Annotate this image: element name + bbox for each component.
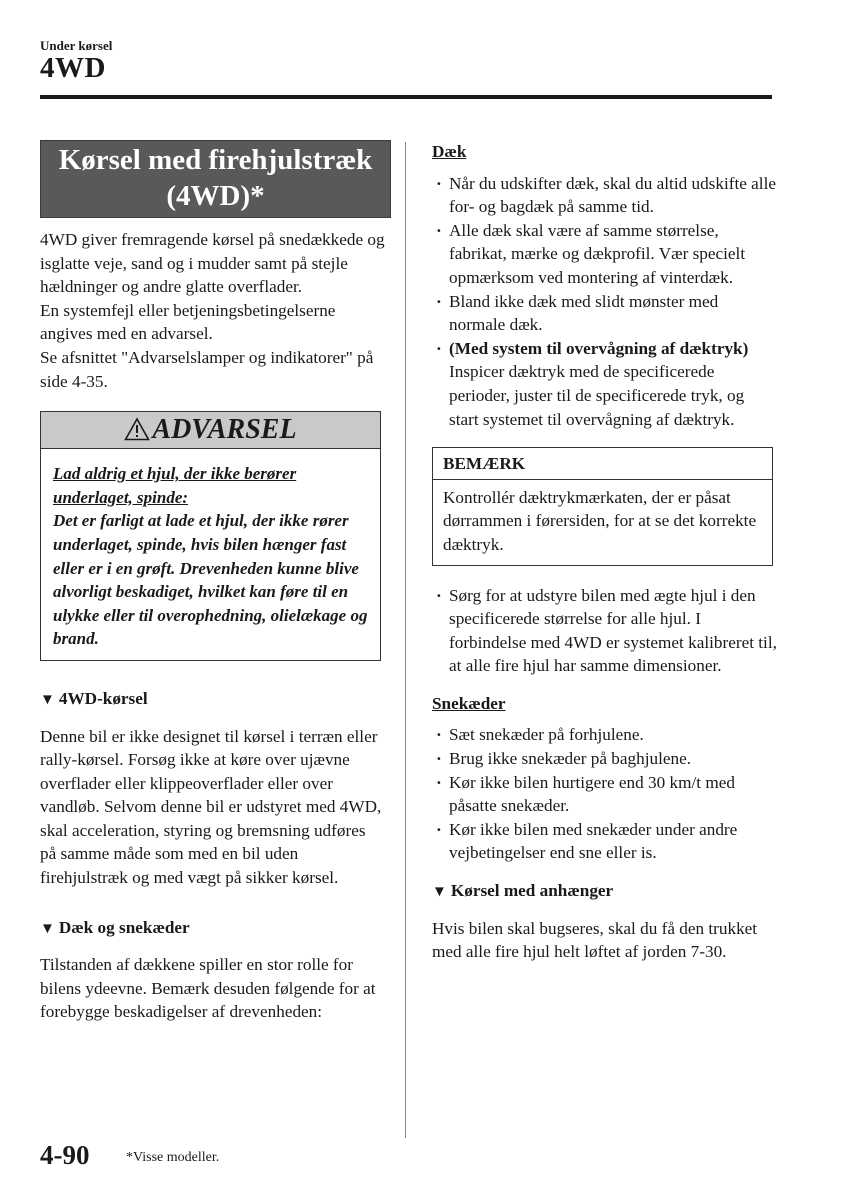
page-title: 4WD	[40, 52, 106, 84]
page-number: 4-90	[40, 1140, 90, 1170]
tpms-text: Inspicer dæktryk med de specificerede perioder, juster til de specificerede tryk, og start systemet til overvågning af dæktryk.	[449, 362, 745, 429]
footnote: *Visse modeller.	[126, 1150, 220, 1165]
tires-heading: Dæk	[432, 142, 467, 161]
list-item: · Brug ikke snekæder på baghjulene.	[432, 747, 777, 771]
warning-body	[41, 449, 380, 660]
subheading-4wd-driving	[40, 687, 385, 713]
list-item: · Bland ikke dæk med slidt mønster med normale dæk.	[432, 290, 777, 337]
intro-paragraph: 4WD giver fremragende kørsel på snedækkede og isglatte veje, sand og i mudder samt på stejle hældninger og andre glatte overflader.	[40, 230, 385, 297]
warning-header	[41, 412, 380, 449]
chains-list	[432, 723, 777, 865]
subheading-trailer	[432, 879, 777, 905]
section-title-line2: (4WD)*	[166, 180, 265, 212]
section-title	[40, 140, 391, 218]
wheels-list	[432, 584, 777, 678]
right-column	[432, 140, 777, 964]
warning-triangle-icon	[124, 417, 150, 441]
list-item-tpms	[432, 337, 777, 431]
triangle-down-icon: ▼	[40, 920, 55, 937]
left-column	[40, 140, 385, 1024]
note-title: BEMÆRK	[433, 448, 772, 480]
tires-list	[432, 172, 777, 432]
subheading-label: 4WD-kørsel	[58, 688, 148, 708]
list-item: · Sørg for at udstyre bilen med ægte hjul i den specificerede størrelse for alle hjul. I forbindelse med 4WD er systemet kalibreret til, at alle fire hjul har samme dimensioner.	[432, 584, 777, 678]
body-paragraph: Tilstanden af dækkene spiller en stor rolle for bilens ydeevne. Bemærk desuden følgende for at forebygge beskadigelser af drevenheden:	[40, 955, 376, 1022]
triangle-down-icon: ▼	[432, 884, 447, 901]
intro-paragraph: En systemfejl eller betjeningsbetingelserne angives med en advarsel.	[40, 300, 336, 344]
title-rule	[40, 95, 772, 99]
subheading-tires-chains	[40, 916, 385, 942]
chains-heading: Snekæder	[432, 693, 506, 713]
section-title-line1: Kørsel med firehjulstræk	[58, 144, 373, 176]
note-text: Kontrollér dæktrykmærkaten, der er påsat dørrammen i førersiden, for at se det korrekte dæktryk.	[443, 487, 757, 554]
warning-title: ADVARSEL	[152, 414, 297, 446]
subheading-label: Dæk og snekæder	[58, 917, 190, 937]
warning-heading: Lad aldrig et hjul, der ikke berører underlaget, spinde:	[53, 464, 297, 507]
subheading-label: Kørsel med anhænger	[450, 881, 614, 901]
breadcrumb: Under kørsel	[40, 38, 113, 53]
list-item: · Sæt snekæder på forhjulene.	[432, 723, 777, 747]
warning-box	[40, 411, 381, 661]
body-paragraph: Denne bil er ikke designet til kørsel i terræn eller rally-kørsel. Forsøg ikke at køre over ujævne overflader eller klippeoverflader eller over vandløb. Selvom denne bil er udstyret med 4WD, skal acceleration, styring og bremsning udføres på samme måde som med en bil uden firehjulstræk og med vægt på sikker kørsel.	[40, 726, 382, 888]
intro-paragraph: Se afsnittet "Advarselslamper og indikatorer" på side 4-35.	[40, 347, 374, 391]
list-item: · Alle dæk skal være af samme størrelse, fabrikat, mærke og dækprofil. Vær specielt opmærksom ved montering af vinterdæk.	[432, 219, 777, 290]
body-paragraph: Hvis bilen skal bugseres, skal du få den trukket med alle fire hjul helt løftet af jorden 7-30.	[432, 918, 758, 962]
list-item: · Kør ikke bilen med snekæder under andre vejbetingelser end sne eller is.	[432, 818, 777, 865]
warning-text: Det er farligt at lade et hjul, der ikke rører underlaget, spinde, hvis bilen hænger fast eller er i en grøft. Drevenheden kunne blive alvorligt beskadiget, hvilket kan føre til en ulykke eller til overophedning, olielækage og brand.	[53, 511, 368, 649]
list-item: · Når du udskifter dæk, skal du altid udskifte alle for- og bagdæk på samme tid.	[432, 172, 777, 219]
note-box	[432, 447, 773, 565]
column-divider	[405, 142, 406, 1138]
triangle-down-icon: ▼	[40, 691, 55, 708]
tpms-heading: · (Med system til overvågning af dæktryk)	[449, 338, 749, 358]
list-item: · Kør ikke bilen hurtigere end 30 km/t med påsatte snekæder.	[432, 771, 777, 818]
